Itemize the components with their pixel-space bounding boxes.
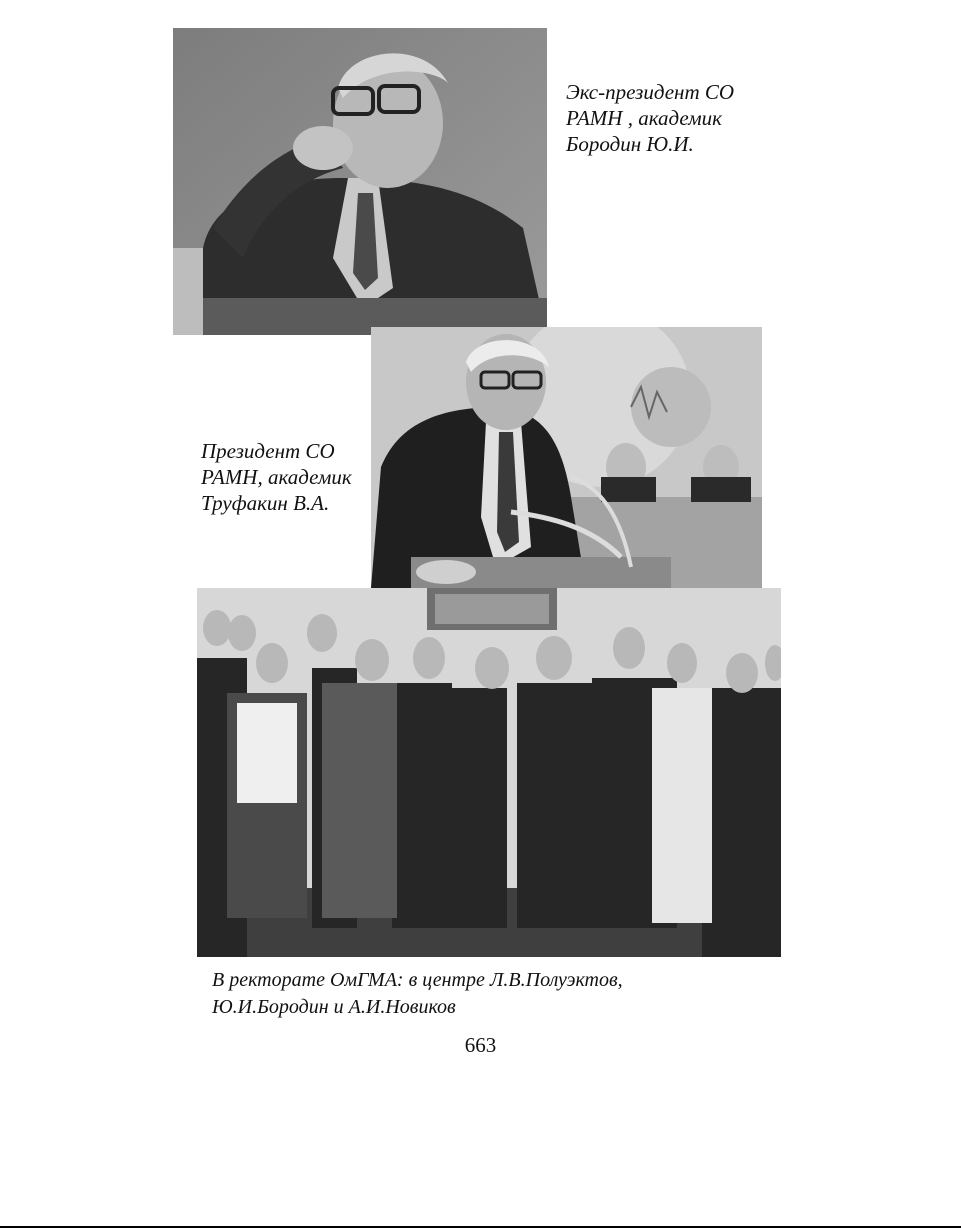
caption-trufakin-line-2: РАМН, академик (201, 465, 352, 489)
caption-trufakin-line-1: Президент СО (201, 439, 335, 463)
page-number: 663 (464, 1033, 497, 1057)
portrait-photo-icon (173, 28, 547, 335)
caption-borodin (566, 79, 734, 157)
photo-borodin (173, 28, 547, 335)
group-photo-icon (197, 588, 781, 957)
caption-borodin-line-1: Экс-президент СО (566, 80, 735, 104)
photo-trufakin (371, 327, 762, 588)
caption-group (212, 967, 623, 1021)
caption-borodin-line-2: РАМН , академик (566, 106, 722, 130)
caption-trufakin-line-3: Труфакин В.А. (201, 491, 330, 515)
caption-borodin-line-3: Бородин Ю.И. (566, 132, 694, 156)
photo-group (197, 588, 781, 957)
bottom-rule (0, 1226, 961, 1228)
caption-group-line-2: Ю.И.Бородин и А.И.Новиков (212, 996, 456, 1018)
caption-group-line-1: В ректорате ОмГМА: в центре Л.В.Полуэктов, (212, 969, 623, 991)
caption-trufakin (201, 438, 352, 516)
speech-photo-icon (371, 327, 762, 588)
